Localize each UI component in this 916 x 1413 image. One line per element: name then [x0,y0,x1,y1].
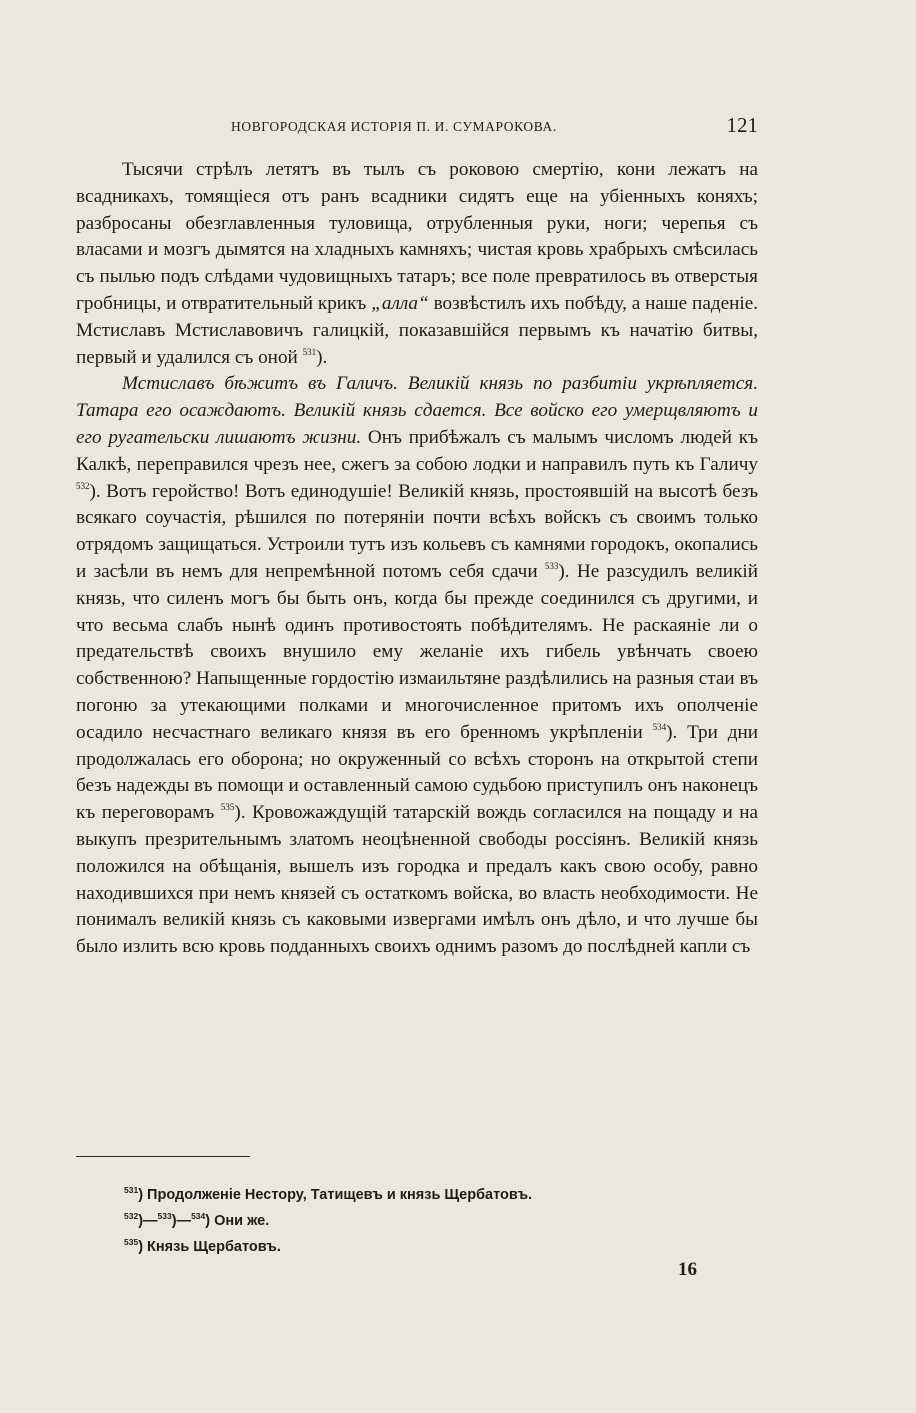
running-header [76,113,758,143]
footnote-mark: 531 [124,1185,139,1195]
paragraph-2-seg-5: ). Кровожаждущій татарскій вождь согласился на пощаду и на выкупъ презрительнымъ златомъ неоцѣненной свободы россіянъ. Великій князь положился на обѣщанія, вышелъ изъ городка и предалъ какъ свою особу, равно находившихся при немъ князей съ остаткомъ войска, во власть необходимости. Не понималъ великій князь съ каковыми извергами имѣлъ онъ дѣло, и что лучше бы было излить всю кровь подданныхъ своихъ однимъ разомъ до послѣдней капли съ [76,802,758,958]
paragraph-2-seg-3: ). Не разсудилъ великій князь, что силенъ могъ бы быть онъ, когда бы прежде соединился съ другими, и что весьма слабъ нынѣ одинъ противостоять побѣдителямъ. Не раскаяніе ли о предательствѣ своихъ внушило ему желаніе ихъ гибель увѣнчать своею собственною? Напыщенные гордостію измаильтяне раздѣлились на разныя стаи въ погоню за утекающими полками и многочисленное притомъ ихъ ополченіе осадило несчастнаго великаго князя въ его бренномъ укрѣпленіи [76,560,758,743]
footnote-ref-534: 534 [652,721,667,732]
footnote-ref-533: 533 [544,560,559,571]
alla-quote: „алла“ [371,292,429,314]
paragraph-2-seg-4: ). Три дни продолжалась его оборона; но окруженный со всѣхъ сторонъ на открытой степи безъ надежды въ помощи и оставленный самою судьбою приступилъ онъ наконецъ къ переговорамъ [76,721,759,824]
footnote-ref-531: 531 [302,346,317,357]
main-text [76,157,758,961]
footnote-text: Продолженіе Нестору, Татищевъ и князь Щербатовъ. [147,1187,533,1203]
printer-signature: 16 [678,1259,697,1280]
paragraph-1-end: ). [316,346,328,368]
page-number: 121 [726,113,758,137]
paragraph-1-text: Тысячи стрѣлъ летятъ въ тылъ съ роковою смертію, кони лежатъ на всадникахъ, томящіеся отъ ранъ всадники сидятъ еще на убіенныхъ коняхъ; разбросаны обезглавленныя туловища, отрубленныя руки, ноги; черепья съ власами и мозгъ дымятся на хладныхъ камняхъ; чистая кровь храбрыхъ смѣсилась съ пылью подъ слѣдами чудовищныхъ татаръ; все поле превратилось въ отверстыя гробницы, и отвратительный крикъ [76,159,758,314]
footnote-text: Князь Щербатовъ. [147,1239,281,1255]
paragraph-1 [76,157,758,371]
footnote-mark: 534 [191,1211,206,1221]
paragraph-2 [76,371,758,961]
header-title: НОВГОРОДСКАЯ ИСТОРІЯ П. И. СУМАРОКОВА. [231,119,557,134]
footnote-mark: 535 [124,1237,139,1247]
footnote-531: $^{531}$) Продолженіе Нестору, Татищевъ и князь Щербатовъ. [124,1185,533,1203]
footnote-text: Они же. [214,1213,270,1229]
paragraph-2-seg-2: ). Вотъ геройство! Вотъ единодушіе! Великій князь, простоявшій на высотѣ безъ всякаго соучастія, рѣшился по потеряніи почти всѣхъ войскъ съ своимъ только отрядомъ защищаться. Устроили тутъ изъ кольевъ съ камнями городокъ, окопались и засѣли въ немъ для непремѣнной потомъ себя сдачи [76,480,758,582]
footnote-ref-535: 535 [220,802,235,813]
footnote-532-534: $^{532}$)—$^{533}$)—$^{534}$) Они же. [124,1211,270,1229]
paragraph-2-seg-1: Онъ прибѣжалъ съ малымъ числомъ людей къ Калкѣ, переправился чрезъ нее, сжегъ за собою лодки и направилъ путь къ Галичу [76,426,758,475]
footnote-mark: 533 [157,1211,172,1221]
footnote-mark: 532 [124,1211,139,1221]
footnote-535: $^{535}$) Князь Щербатовъ. [124,1237,281,1255]
footnote-rule [76,1156,250,1157]
italic-summary: Мстиславъ бѣжитъ въ Галичъ. Великій князь по разбитіи укрѣпляется. Татара его осаждаютъ. Великій князь сдается. Все войско его умерщвляютъ и его ругательски лишаютъ жизни. [76,373,758,448]
paragraph-1-text-after-quote: возвѣстилъ ихъ побѣду, а наше паденіе. Мстиславъ Мстиславовичъ галицкій, показавшійся первымъ къ начатію битвы, первый и удалился съ оной [76,292,759,368]
footnote-ref-532: 532 [76,480,90,491]
footnotes [124,1182,532,1260]
